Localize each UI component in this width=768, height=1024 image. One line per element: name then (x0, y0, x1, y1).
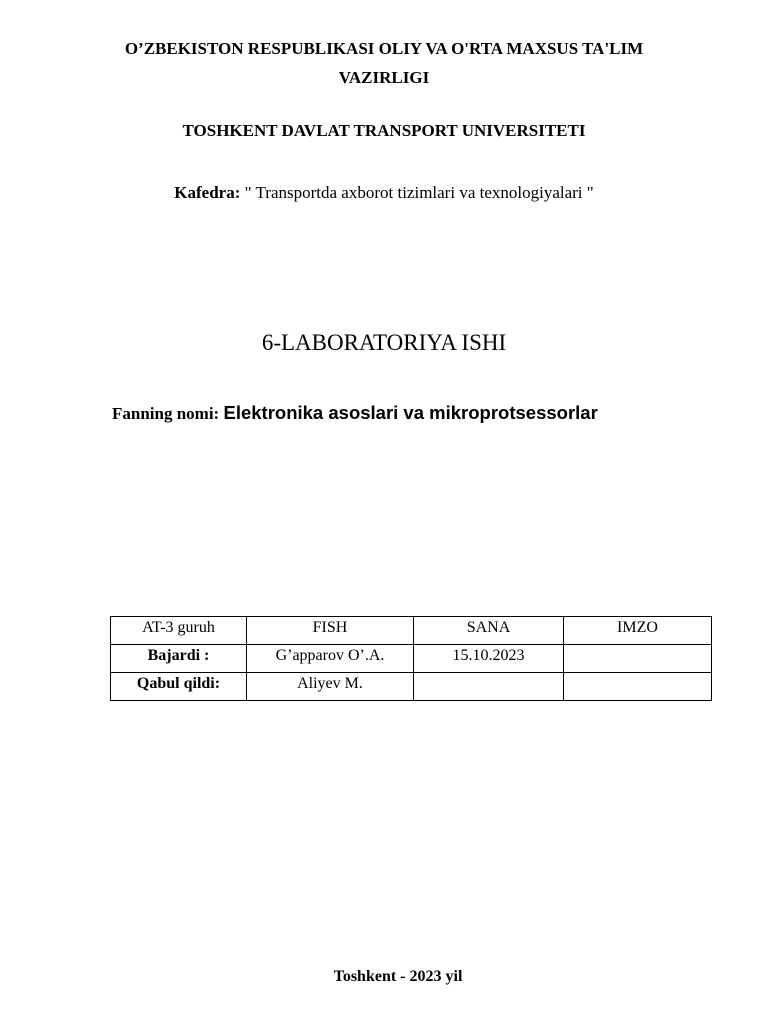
table-cell-name: Aliyev M. (247, 673, 414, 701)
table-header-cell: SANA (414, 617, 564, 645)
table-header-cell: IMZO (564, 617, 712, 645)
subject-name: Elektronika asoslari va mikroprotsessorlar (223, 402, 598, 423)
department-label: Kafedra: (174, 183, 241, 202)
table-header-cell: FISH (247, 617, 414, 645)
table-row (111, 645, 712, 673)
info-table (110, 616, 712, 701)
table-cell-role: Qabul qildi: (111, 673, 247, 701)
ministry-title (0, 34, 768, 92)
table-row (111, 673, 712, 701)
table-cell-date (414, 673, 564, 701)
table-cell-signature (564, 673, 712, 701)
table-header-cell: AT-3 guruh (111, 617, 247, 645)
subject-line (112, 402, 598, 424)
lab-title: 6-LABORATORIYA ISHI (261, 330, 507, 355)
footer-city-year: Toshkent - 2023 yil (333, 968, 463, 985)
table-cell-date: 15.10.2023 (414, 645, 564, 673)
department-line (0, 183, 768, 203)
table-cell-name: G’apparov O’.A. (247, 645, 414, 673)
department-name: " Transportda axborot tizimlari va texnologiyalari " (240, 183, 594, 202)
university-name: TOSHKENT DAVLAT TRANSPORT UNIVERSITETI (182, 121, 586, 140)
table-cell-role: Bajardi : (111, 645, 247, 673)
ministry-title-line2: VAZIRLIGI (338, 68, 430, 87)
ministry-title-line1: O’ZBEKISTON RESPUBLIKASI OLIY VA O'RTA MAXSUS TA'LIM (124, 39, 644, 58)
subject-label: Fanning nomi: (112, 404, 220, 423)
table-header-row (111, 617, 712, 645)
table-cell-signature (564, 645, 712, 673)
